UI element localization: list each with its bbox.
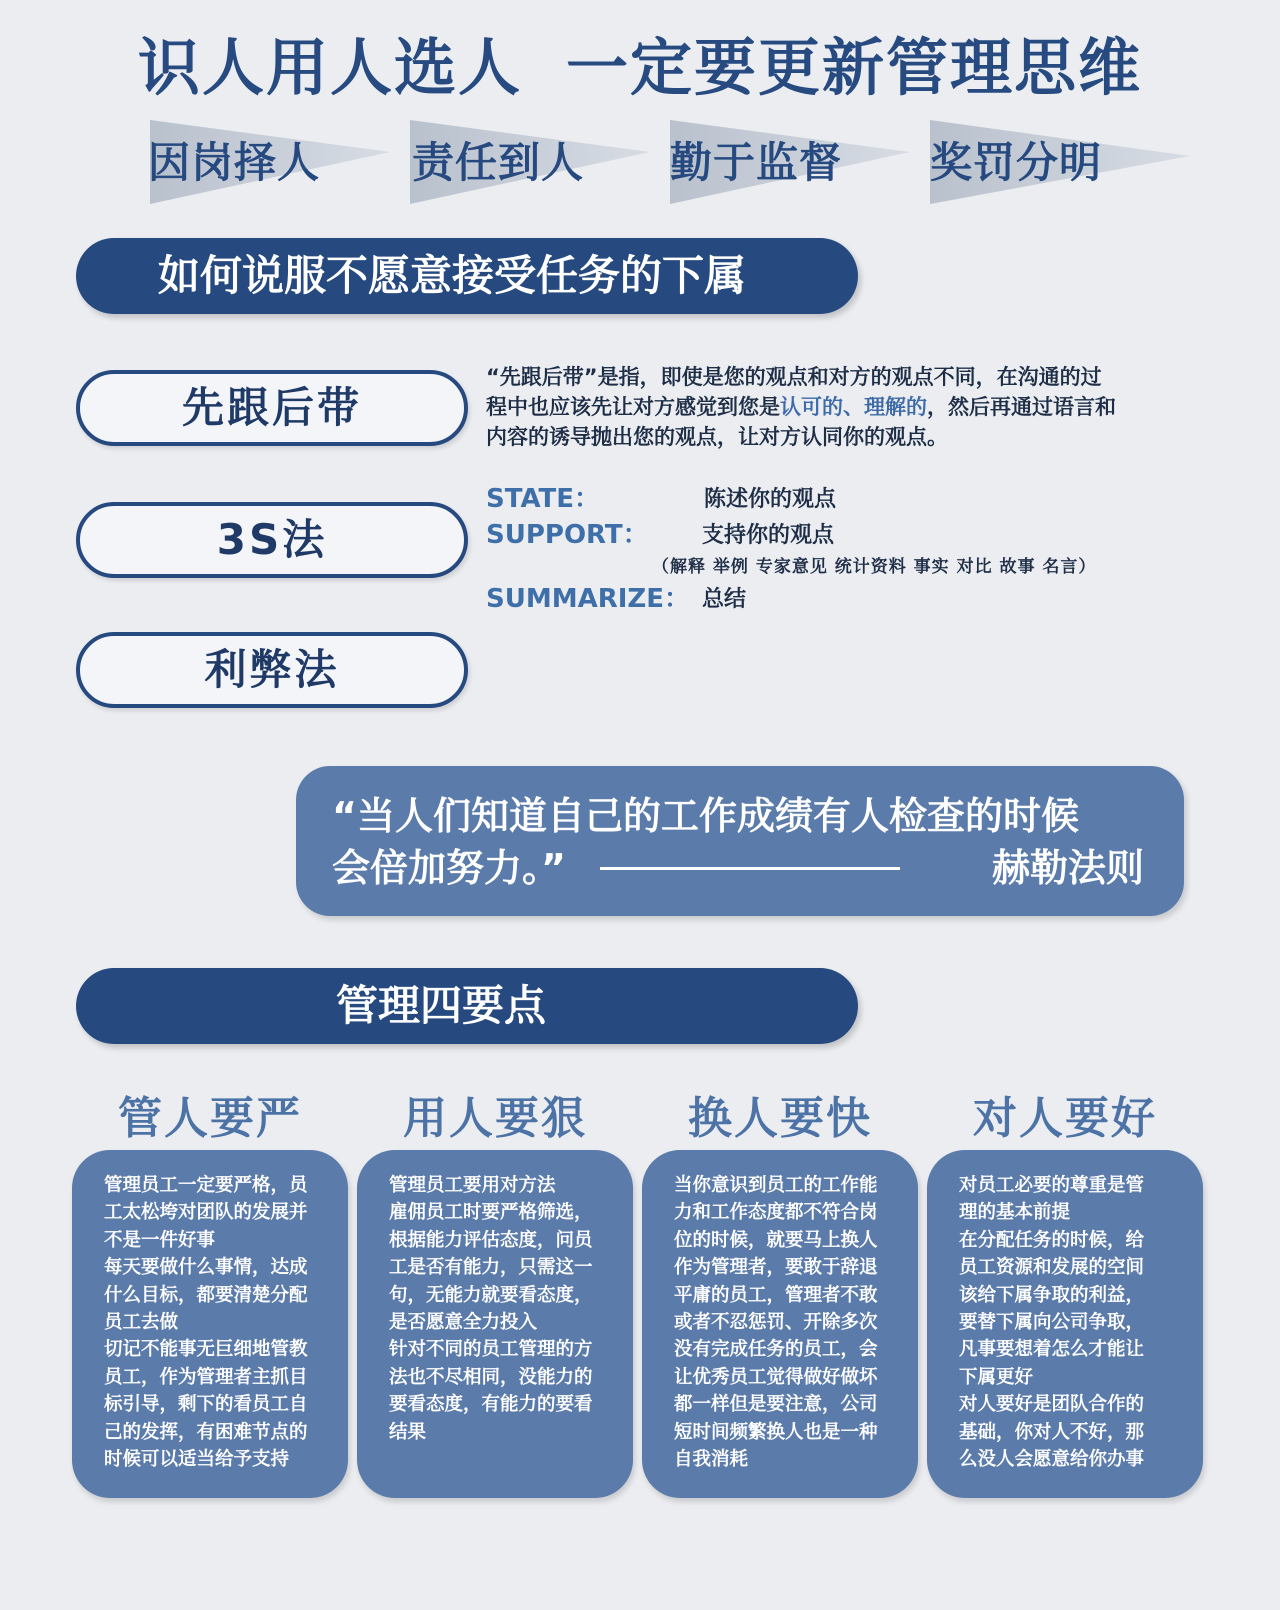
point-card-fast <box>642 1150 918 1498</box>
point-title-tough: 用人要狠 <box>403 1093 587 1144</box>
card-line: 作为管理者，要敢于辞退 <box>674 1257 878 1279</box>
card-line: 位的时候，就要马上换人 <box>674 1229 878 1251</box>
point-card-tough <box>357 1150 633 1498</box>
section-banner-persuade: 如何说服不愿意接受任务的下属 <box>76 238 858 314</box>
state-value: 陈述你的观点 <box>704 487 837 512</box>
section-banner-four-points: 管理四要点 <box>76 968 858 1044</box>
card-line: 当你意识到员工的工作能 <box>674 1175 878 1196</box>
card-line: 工太松垮对团队的发展并 <box>104 1202 308 1224</box>
support-value: 支持你的观点 <box>702 523 835 548</box>
desc-line-2: 程中也应该先让对方感觉到您是认可的、理解的，然后再通过语言和 <box>486 395 1116 419</box>
card-line: 时候可以适当给予支持 <box>104 1449 290 1471</box>
card-line: 不是一件好事 <box>104 1229 216 1251</box>
card-line: 让优秀员工觉得做好做坏 <box>674 1366 878 1388</box>
support-note: （解释 举例 专家意见 统计资料 事实 对比 故事 名言） <box>652 557 1097 577</box>
card-line: 员工，作为管理者主抓目 <box>104 1366 308 1388</box>
card-line: 理的基本前提 <box>959 1202 1071 1224</box>
card-line: 下属更好 <box>959 1366 1034 1388</box>
card-line: 自我消耗 <box>674 1449 749 1471</box>
card-line: 基础，你对人不好，那 <box>959 1421 1145 1443</box>
state-label: STATE： <box>486 484 601 514</box>
card-line: 管理员工要用对方法 <box>389 1175 556 1196</box>
quote-divider <box>600 867 900 870</box>
card-line: 切记不能事无巨细地管教 <box>104 1339 308 1361</box>
page-title <box>0 18 1280 107</box>
point-title-kind: 对人要好 <box>973 1093 1157 1144</box>
principle-4: 奖罚分明 <box>930 138 1103 187</box>
point-title-fast: 换人要快 <box>688 1093 872 1144</box>
card-line: 雇佣员工时要严格筛选， <box>389 1202 593 1224</box>
card-line: 该给下属争取的利益， <box>959 1284 1145 1306</box>
point-card-kind <box>927 1150 1203 1498</box>
desc-line-3: 内容的诱导抛出您的观点，让对方认同你的观点。 <box>486 425 948 449</box>
card-line: 要替下属向公司争取， <box>959 1312 1145 1334</box>
title-left: 识人用人选人 <box>137 31 522 104</box>
card-line: 力和工作态度都不符合岗 <box>674 1202 878 1224</box>
desc-highlight: 认可的、理解的 <box>780 395 927 419</box>
quote-box <box>296 766 1184 916</box>
principle-1: 因岗择人 <box>148 138 321 187</box>
summarize-value: 总结 <box>702 587 747 612</box>
card-line: 什么目标，都要清楚分配 <box>104 1284 308 1306</box>
point-title-strict: 管人要严 <box>118 1093 302 1144</box>
quote-line-2: 会倍加努力。” <box>332 846 566 890</box>
card-line: 要看态度，有能力的要看 <box>389 1394 593 1416</box>
card-line: 员工去做 <box>104 1312 179 1334</box>
card-line: 法也不尽相同，没能力的 <box>389 1366 593 1388</box>
card-line: 平庸的员工，管理者不敢 <box>674 1284 878 1306</box>
card-line: 己的发挥，有困难节点的 <box>104 1421 308 1443</box>
card-line: 针对不同的员工管理的方 <box>389 1339 593 1361</box>
card-line: 句，无能力就要看态度， <box>389 1284 593 1306</box>
title-right: 一定要更新管理思维 <box>566 31 1143 104</box>
method-pill-lead-follow: 先跟后带 <box>76 370 468 446</box>
principle-2: 责任到人 <box>412 138 585 187</box>
card-line: 么没人会愿意给你办事 <box>959 1449 1145 1471</box>
card-line: 结果 <box>389 1421 427 1443</box>
card-line: 是否愿意全力投入 <box>389 1312 538 1334</box>
card-line: 根据能力评估态度，问员 <box>389 1229 593 1251</box>
card-line: 短时间频繁换人也是一种 <box>674 1421 878 1443</box>
support-label: SUPPORT： <box>486 520 649 550</box>
card-line: 都一样但是要注意，公司 <box>674 1394 878 1416</box>
card-line: 在分配任务的时候，给 <box>959 1229 1145 1251</box>
method-pill-3s: 3S法 <box>76 502 468 578</box>
quote-source: 赫勒法则 <box>991 846 1144 890</box>
card-line: 或者不忍惩罚、开除多次 <box>674 1312 878 1334</box>
card-line: 凡事要想着怎么才能让 <box>959 1339 1145 1361</box>
card-line: 标引导，剩下的看员工自 <box>104 1394 308 1416</box>
card-line: 每天要做什么事情，达成 <box>104 1257 308 1279</box>
point-card-strict <box>72 1150 348 1498</box>
card-line: 员工资源和发展的空间 <box>959 1257 1145 1279</box>
card-line: 工是否有能力，只需这一 <box>389 1257 593 1279</box>
card-line: 管理员工一定要严格，员 <box>104 1175 308 1196</box>
card-line: 对员工必要的尊重是管 <box>959 1175 1145 1196</box>
principle-3: 勤于监督 <box>670 138 843 187</box>
card-line: 没有完成任务的员工，会 <box>674 1339 878 1361</box>
card-line: 对人要好是团队合作的 <box>959 1394 1145 1416</box>
method-description <box>486 362 1226 452</box>
method-pill-pros-cons: 利弊法 <box>76 632 468 708</box>
summarize-label: SUMMARIZE： <box>486 584 691 614</box>
quote-line-1: “当人们知道自己的工作成绩有人检查的时候 <box>332 794 1079 838</box>
desc-line-1: “先跟后带”是指，即使是您的观点和对方的观点不同，在沟通的过 <box>486 365 1102 389</box>
